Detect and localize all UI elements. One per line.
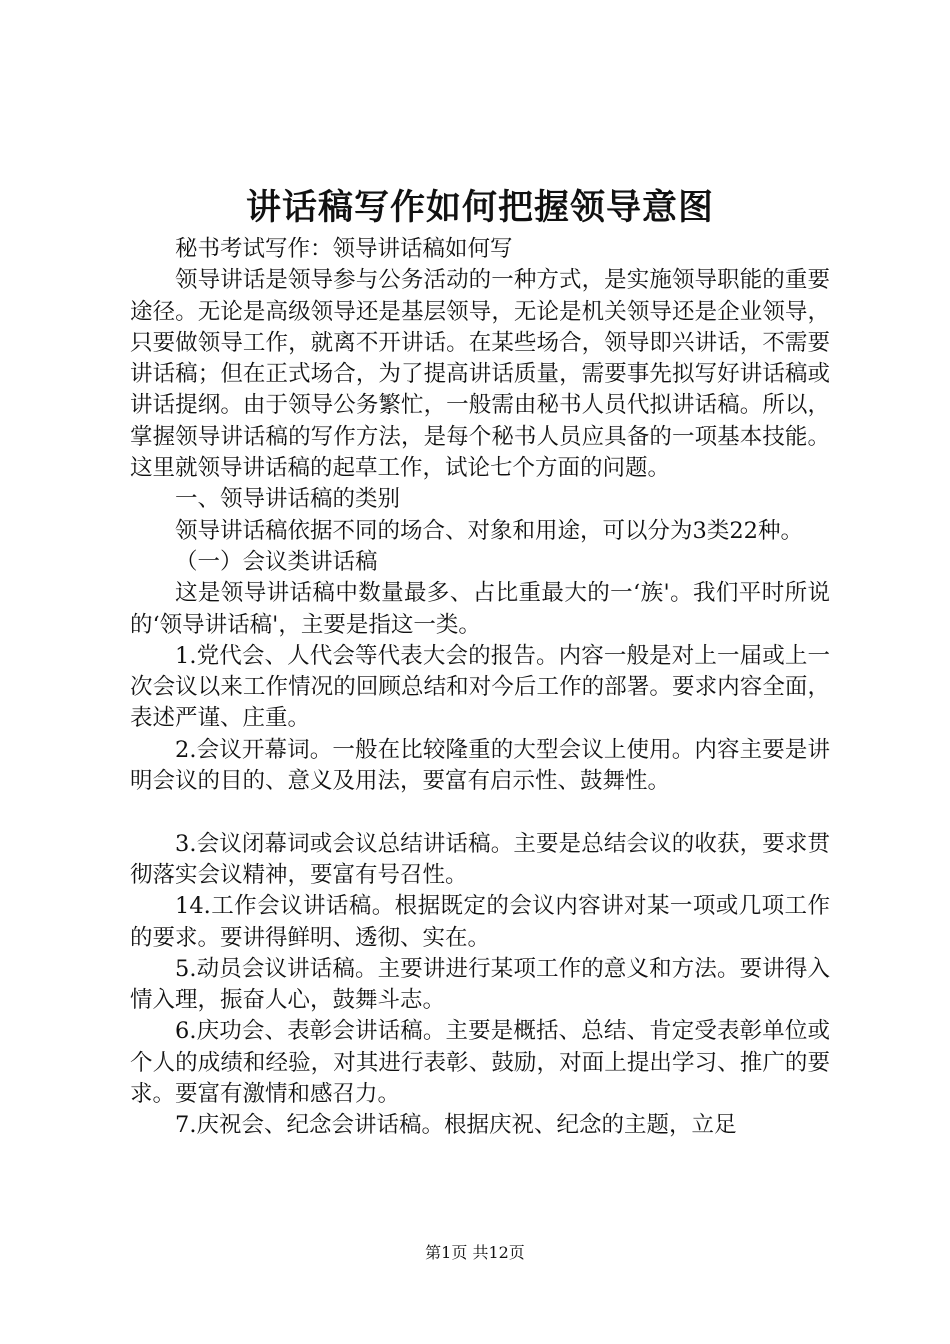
section-heading-1: 一、领导讲话稿的类别 [175, 486, 401, 513]
list-item-2: 2.会议开幕词。一般在比较隆重的大型会议上使用。内容主要是讲明会议的目的、意义及用法，要富有启示性、鼓舞性。 [130, 736, 830, 795]
paragraph-subtitle: 秘书考试写作：领导讲话稿如何写 [175, 236, 513, 262]
list-item-3: 3.会议闭幕词或会议总结讲话稿。主要是总结会议的收获，要求贯彻落实会议精神，要富有号召性。 [130, 830, 830, 888]
paragraph-categories: 领导讲话稿依据不同的场合、对象和用途，可以分为3类22种。 [175, 517, 803, 544]
list-item-6: 6.庆功会、表彰会讲话稿。主要是概括、总结、肯定受表彰单位或个人的成绩和经验，对其进行表彰、鼓励，对面上提出学习、推广的要求。要富有激情和感召力。 [130, 1018, 830, 1108]
list-item-5: 5.动员会议讲话稿。主要讲进行某项工作的意义和方法。要讲得入情入理，振奋人心，鼓舞斗志。 [130, 955, 830, 1014]
paragraph-intro: 领导讲话是领导参与公务活动的一种方式，是实施领导职能的重要途径。无论是高级领导还是基层领导，无论是机关领导还是企业领导，只要做领导工作，就离不开讲话。在某些场合，领导即兴讲话，不需要讲话稿；但在正式场合，为了提高讲话质量，需要事先拟写好讲话稿或讲话提纲。由于领导公务繁忙，一般需由秘书人员代拟讲话稿。所以，掌握领导讲话稿的写作方法，是每个秘书人员应具备的一项基本技能。这里就领导讲话稿的起草工作，试论七个方面的问题。 [130, 267, 830, 482]
document-title: 讲话稿写作如何把握领导意图 [245, 187, 714, 228]
paragraph-meeting-type: 这是领导讲话稿中数量最多、占比重最大的一‘族'。我们平时所说的‘领导讲话稿'，主要是指这一类。 [130, 580, 830, 638]
page-footer: 第1页 共12页 [425, 1243, 525, 1262]
list-item-4: 14.工作会议讲话稿。根据既定的会议内容讲对某一项或几项工作的要求。要讲得鲜明、透彻、实在。 [130, 893, 830, 951]
document-page [130, 182, 830, 1142]
list-item-1: 1.党代会、人代会等代表大会的报告。内容一般是对上一届或上一次会议以来工作情况的回顾总结和对今后工作的部署。要求内容全面，表述严谨、庄重。 [130, 642, 830, 732]
subsection-heading-1: （一）会议类讲话稿 [175, 548, 378, 575]
list-item-7: 7.庆祝会、纪念会讲话稿。根据庆祝、纪念的主题，立足 [175, 1112, 737, 1139]
